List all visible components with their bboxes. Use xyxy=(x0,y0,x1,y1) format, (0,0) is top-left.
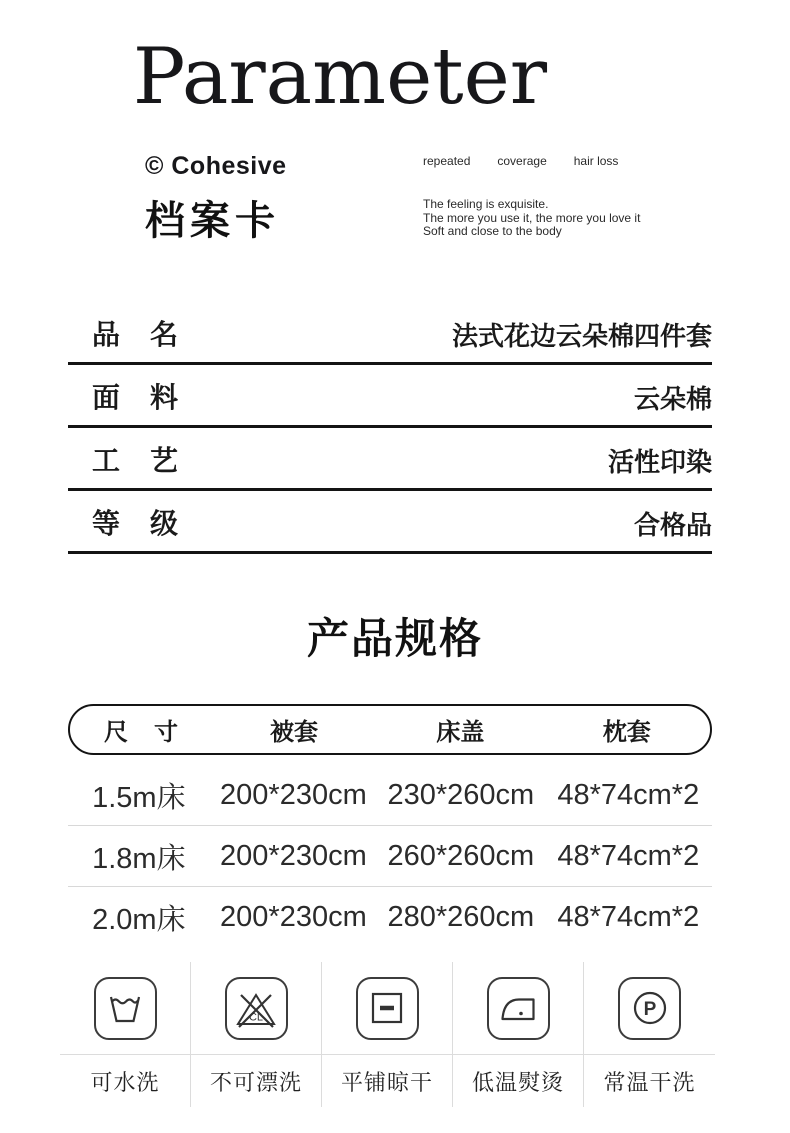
care-item xyxy=(584,962,715,1107)
tagline xyxy=(423,198,723,239)
iron-low-temp-icon xyxy=(487,977,550,1040)
keyword-list xyxy=(423,154,723,168)
size-cell: 2.0m床 xyxy=(92,904,186,936)
care-label: 不可漂洗 xyxy=(209,1069,302,1095)
size-cell: 1.5m床 xyxy=(92,781,186,814)
size-table-row xyxy=(68,826,712,887)
size-cell: 260*260cm xyxy=(387,839,535,872)
size-cell: 48*74cm*2 xyxy=(557,901,700,933)
spec-list xyxy=(68,302,712,554)
spec-value: 合格品 xyxy=(633,510,712,540)
spec-value: 法式花边云朵棉四件套 xyxy=(451,321,712,351)
size-table-row xyxy=(68,765,712,826)
size-header-cell: 被套 xyxy=(269,719,318,746)
page-title: Parameter xyxy=(132,32,548,122)
svg-text:P: P xyxy=(643,999,656,1020)
size-header-cell: 枕套 xyxy=(602,719,651,746)
size-section-title: 产品规格 xyxy=(306,615,483,662)
flat-dry-icon xyxy=(356,977,419,1040)
brand-block xyxy=(145,152,423,246)
care-label: 常温干洗 xyxy=(603,1069,696,1095)
size-header-cell: 尺 寸 xyxy=(104,719,179,746)
washtub-icon xyxy=(94,977,157,1040)
spec-row xyxy=(68,302,712,365)
brand-logo: © Cohesive xyxy=(145,152,287,180)
size-table-row xyxy=(68,887,712,948)
care-item xyxy=(191,962,322,1107)
spec-row xyxy=(68,365,712,428)
size-cell: 200*230cm xyxy=(220,901,367,933)
care-item xyxy=(322,962,453,1107)
tagline-line: The feeling is exquisite. xyxy=(423,197,549,211)
size-cell: 48*74cm*2 xyxy=(557,778,700,811)
keyword: coverage xyxy=(497,154,547,168)
size-header-cell: 床盖 xyxy=(436,719,485,746)
size-cell: 200*230cm xyxy=(220,839,367,872)
keyword: repeated xyxy=(423,154,471,168)
size-cell: 280*260cm xyxy=(387,901,535,933)
care-instructions xyxy=(60,962,715,1107)
size-cell: 1.8m床 xyxy=(92,842,186,875)
tagline-line: The more you use it, the more you love it xyxy=(423,210,641,225)
spec-label: 品 名 xyxy=(92,319,180,350)
size-cell: 48*74cm*2 xyxy=(557,839,700,872)
no-bleach-icon xyxy=(225,977,288,1040)
tagline-line: Soft and close to the body xyxy=(423,224,562,238)
care-label: 可水洗 xyxy=(90,1069,160,1095)
spec-row xyxy=(68,428,712,491)
dry-clean-icon xyxy=(618,977,681,1040)
spec-row xyxy=(68,491,712,554)
size-cell: 200*230cm xyxy=(220,778,367,811)
care-label: 平铺晾干 xyxy=(340,1069,433,1095)
english-copy-block xyxy=(423,152,723,246)
care-label: 低温熨烫 xyxy=(471,1069,564,1095)
archive-card-label: 档案卡 xyxy=(145,199,280,243)
spec-label: 面 料 xyxy=(92,382,180,413)
spec-value: 云朵棉 xyxy=(633,384,712,414)
size-table xyxy=(68,765,712,948)
size-table-header xyxy=(68,704,712,755)
spec-label: 等 级 xyxy=(92,508,180,539)
care-item xyxy=(60,962,191,1107)
spec-label: 工 艺 xyxy=(92,445,180,476)
care-item xyxy=(453,962,584,1107)
svg-text:CL: CL xyxy=(248,1011,264,1024)
size-cell: 230*260cm xyxy=(387,778,535,811)
keyword: hair loss xyxy=(573,154,619,168)
spec-value: 活性印染 xyxy=(607,447,712,477)
header-row xyxy=(0,152,790,246)
